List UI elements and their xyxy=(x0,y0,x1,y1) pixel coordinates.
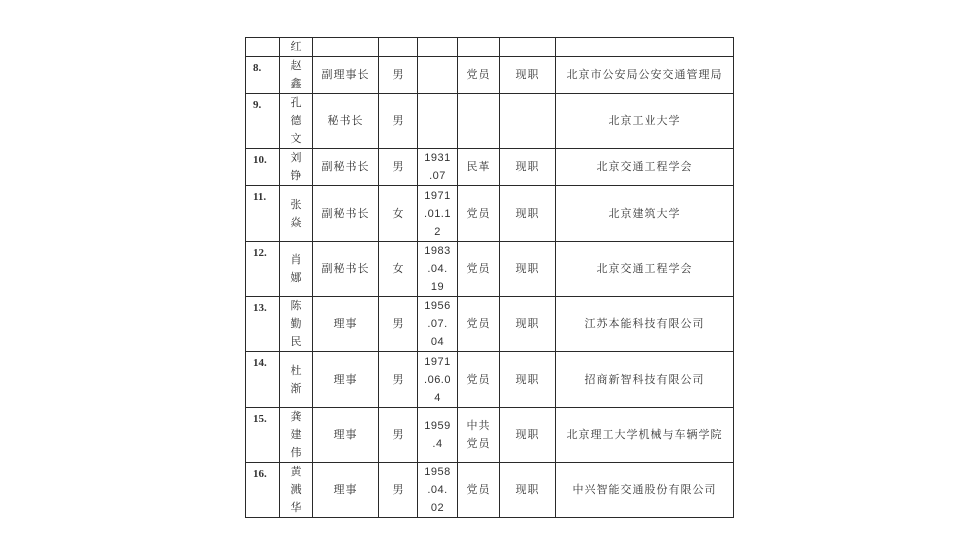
gender-cell xyxy=(379,408,418,463)
gender-text: 男 xyxy=(392,483,404,496)
party-cell xyxy=(458,408,500,463)
birth-date-line: .04. xyxy=(427,484,448,496)
member-name-cell xyxy=(280,149,313,186)
organization-text: 江苏本能科技有限公司 xyxy=(584,317,705,330)
organization-text: 北京交通工程学会 xyxy=(596,262,693,275)
name-character: 铮 xyxy=(290,169,302,182)
birth-date-cell xyxy=(418,408,458,463)
row-number-cell xyxy=(246,38,280,57)
gender-cell xyxy=(379,94,418,149)
birth-date-line: 1956 xyxy=(424,300,451,312)
birth-date-line: 02 xyxy=(430,502,445,514)
table-row xyxy=(246,297,734,352)
gender-cell xyxy=(379,149,418,186)
member-name-cell xyxy=(280,242,313,297)
name-character: 德 xyxy=(290,114,302,127)
gender-cell xyxy=(379,186,418,242)
party-cell xyxy=(458,94,500,149)
birth-date-cell xyxy=(418,57,458,94)
name-character: 勤 xyxy=(290,317,302,330)
party-cell xyxy=(458,297,500,352)
status-cell xyxy=(500,94,556,149)
position-cell xyxy=(313,463,379,518)
gender-text: 女 xyxy=(392,262,404,275)
birth-date-cell xyxy=(418,463,458,518)
gender-cell xyxy=(379,463,418,518)
status-text: 现职 xyxy=(515,68,540,81)
organization-cell xyxy=(556,242,734,297)
member-name-cell xyxy=(280,352,313,408)
party-cell xyxy=(458,149,500,186)
party-cell xyxy=(458,463,500,518)
position-cell xyxy=(313,297,379,352)
position-cell xyxy=(313,149,379,186)
gender-text: 男 xyxy=(392,372,404,386)
position-cell xyxy=(313,242,379,297)
party-line: 党员 xyxy=(466,483,491,496)
member-name-cell xyxy=(280,297,313,352)
gender-text: 男 xyxy=(392,68,404,81)
party-cell xyxy=(458,38,500,57)
name-character: 文 xyxy=(290,132,302,145)
row-number-text: 14. xyxy=(253,357,267,369)
birth-date-line: .04. xyxy=(427,263,448,275)
gender-text: 男 xyxy=(392,428,404,441)
table-row xyxy=(246,352,734,408)
name-character: 孔 xyxy=(290,96,302,109)
gender-cell xyxy=(379,38,418,57)
row-number-text: 15. xyxy=(253,413,267,425)
organization-cell xyxy=(556,352,734,408)
position-text: 副秘书长 xyxy=(321,160,370,173)
status-text: 现职 xyxy=(515,428,540,441)
birth-date-line: 04 xyxy=(430,336,445,348)
organization-cell xyxy=(556,408,734,463)
organization-text: 北京交通工程学会 xyxy=(596,160,693,173)
organization-cell xyxy=(556,463,734,518)
position-cell xyxy=(313,408,379,463)
position-text: 副秘书长 xyxy=(321,206,370,220)
position-text: 副理事长 xyxy=(321,68,370,81)
name-character: 建 xyxy=(290,428,302,441)
status-cell xyxy=(500,242,556,297)
table-row xyxy=(246,186,734,242)
table-row xyxy=(246,242,734,297)
party-cell xyxy=(458,242,500,297)
member-name-cell xyxy=(280,186,313,242)
status-cell xyxy=(500,57,556,94)
row-number-cell xyxy=(246,408,280,463)
birth-date-line: .01.1 xyxy=(424,207,451,220)
row-number-text: 12. xyxy=(253,247,267,259)
gender-text: 男 xyxy=(392,160,404,173)
name-character: 陈 xyxy=(290,299,302,312)
position-text: 理事 xyxy=(333,372,358,386)
organization-cell xyxy=(556,186,734,242)
organization-text: 北京建筑大学 xyxy=(608,206,681,220)
member-name-cell xyxy=(280,57,313,94)
row-number-cell xyxy=(246,463,280,518)
party-cell xyxy=(458,352,500,408)
row-number-cell xyxy=(246,297,280,352)
gender-text: 男 xyxy=(392,317,404,330)
birth-date-cell xyxy=(418,94,458,149)
name-character: 黄 xyxy=(290,465,302,478)
gender-cell xyxy=(379,297,418,352)
birth-date-line: 1959 xyxy=(424,420,451,432)
party-line: 党员 xyxy=(466,206,491,220)
table-row xyxy=(246,463,734,518)
party-line: 民革 xyxy=(466,160,491,173)
position-text: 理事 xyxy=(333,317,358,330)
row-number-text: 16. xyxy=(253,468,267,480)
status-cell xyxy=(500,297,556,352)
party-cell xyxy=(458,57,500,94)
birth-date-line: .07 xyxy=(429,170,446,182)
table-row xyxy=(246,57,734,94)
name-character: 华 xyxy=(290,501,302,514)
row-number-cell xyxy=(246,149,280,186)
member-table-body xyxy=(246,38,734,518)
birth-date-line: .4 xyxy=(432,438,443,450)
row-number-text: 8. xyxy=(253,62,262,74)
birth-date-line: .07. xyxy=(427,318,448,330)
name-character: 伟 xyxy=(290,446,302,459)
position-text: 理事 xyxy=(333,428,358,441)
position-cell xyxy=(313,352,379,408)
status-text: 现职 xyxy=(515,206,540,220)
party-line: 党员 xyxy=(466,437,491,450)
name-character: 刘 xyxy=(290,151,302,164)
organization-text: 招商新智科技有限公司 xyxy=(584,372,705,386)
name-character: 娜 xyxy=(290,271,302,284)
birth-date-line: .06.0 xyxy=(424,373,451,386)
name-character: 红 xyxy=(290,40,302,53)
row-number-cell xyxy=(246,352,280,408)
birth-date-cell xyxy=(418,352,458,408)
row-number-cell xyxy=(246,57,280,94)
position-cell xyxy=(313,38,379,57)
birth-date-line: 19 xyxy=(430,281,445,293)
table-row xyxy=(246,94,734,149)
position-text: 秘书长 xyxy=(327,114,364,127)
row-number-text: 10. xyxy=(253,154,267,166)
party-line: 党员 xyxy=(466,372,491,386)
name-character: 杜 xyxy=(290,363,302,377)
name-character: 渐 xyxy=(290,381,302,395)
organization-cell xyxy=(556,94,734,149)
position-text: 副秘书长 xyxy=(321,262,370,275)
name-character: 鑫 xyxy=(290,77,302,90)
party-cell xyxy=(458,186,500,242)
table-row xyxy=(246,149,734,186)
gender-text: 女 xyxy=(392,206,404,220)
birth-date-cell xyxy=(418,242,458,297)
status-cell xyxy=(500,186,556,242)
name-character: 民 xyxy=(290,335,302,348)
name-character: 焱 xyxy=(290,215,302,229)
birth-date-cell xyxy=(418,186,458,242)
gender-cell xyxy=(379,57,418,94)
member-name-cell xyxy=(280,38,313,57)
organization-cell xyxy=(556,297,734,352)
status-cell xyxy=(500,463,556,518)
status-cell xyxy=(500,352,556,408)
gender-cell xyxy=(379,352,418,408)
organization-text: 中兴智能交通股份有限公司 xyxy=(572,483,717,496)
status-text: 现职 xyxy=(515,483,540,496)
birth-date-line: 2 xyxy=(434,225,441,238)
status-cell xyxy=(500,38,556,57)
organization-text: 北京工业大学 xyxy=(608,114,681,127)
row-number-cell xyxy=(246,94,280,149)
status-text: 现职 xyxy=(515,317,540,330)
row-number-text: 11. xyxy=(253,191,267,203)
status-cell xyxy=(500,408,556,463)
table-row xyxy=(246,408,734,463)
birth-date-line: 1931 xyxy=(424,152,451,164)
birth-date-line: 1971 xyxy=(424,189,451,202)
status-text: 现职 xyxy=(515,262,540,275)
name-character: 肖 xyxy=(290,253,302,266)
party-line: 中共 xyxy=(466,419,491,432)
position-text: 理事 xyxy=(333,483,358,496)
table-row xyxy=(246,38,734,57)
name-character: 龚 xyxy=(290,410,302,423)
name-character: 溅 xyxy=(290,483,302,496)
position-cell xyxy=(313,186,379,242)
organization-text: 北京市公安局公安交通管理局 xyxy=(566,68,723,81)
member-name-cell xyxy=(280,94,313,149)
name-character: 赵 xyxy=(290,59,302,72)
status-text: 现职 xyxy=(515,372,540,386)
status-text: 现职 xyxy=(515,160,540,173)
birth-date-cell xyxy=(418,38,458,57)
birth-date-line: 1958 xyxy=(424,466,451,478)
gender-text: 男 xyxy=(392,114,404,127)
row-number-cell xyxy=(246,242,280,297)
gender-cell xyxy=(379,242,418,297)
row-number-cell xyxy=(246,186,280,242)
status-cell xyxy=(500,149,556,186)
row-number-text: 9. xyxy=(253,99,262,111)
name-character: 张 xyxy=(290,197,302,211)
member-name-cell xyxy=(280,408,313,463)
birth-date-line: 1983 xyxy=(424,245,451,257)
organization-cell xyxy=(556,38,734,57)
member-name-cell xyxy=(280,463,313,518)
party-line: 党员 xyxy=(466,262,491,275)
organization-cell xyxy=(556,57,734,94)
position-cell xyxy=(313,57,379,94)
birth-date-cell xyxy=(418,149,458,186)
row-number-text: 13. xyxy=(253,302,267,314)
organization-text: 北京理工大学机械与车辆学院 xyxy=(566,428,723,441)
party-line: 党员 xyxy=(466,68,491,81)
position-cell xyxy=(313,94,379,149)
member-table xyxy=(245,37,734,518)
party-line: 党员 xyxy=(466,317,491,330)
birth-date-cell xyxy=(418,297,458,352)
birth-date-line: 1971 xyxy=(424,355,451,368)
organization-cell xyxy=(556,149,734,186)
birth-date-line: 4 xyxy=(434,391,441,404)
